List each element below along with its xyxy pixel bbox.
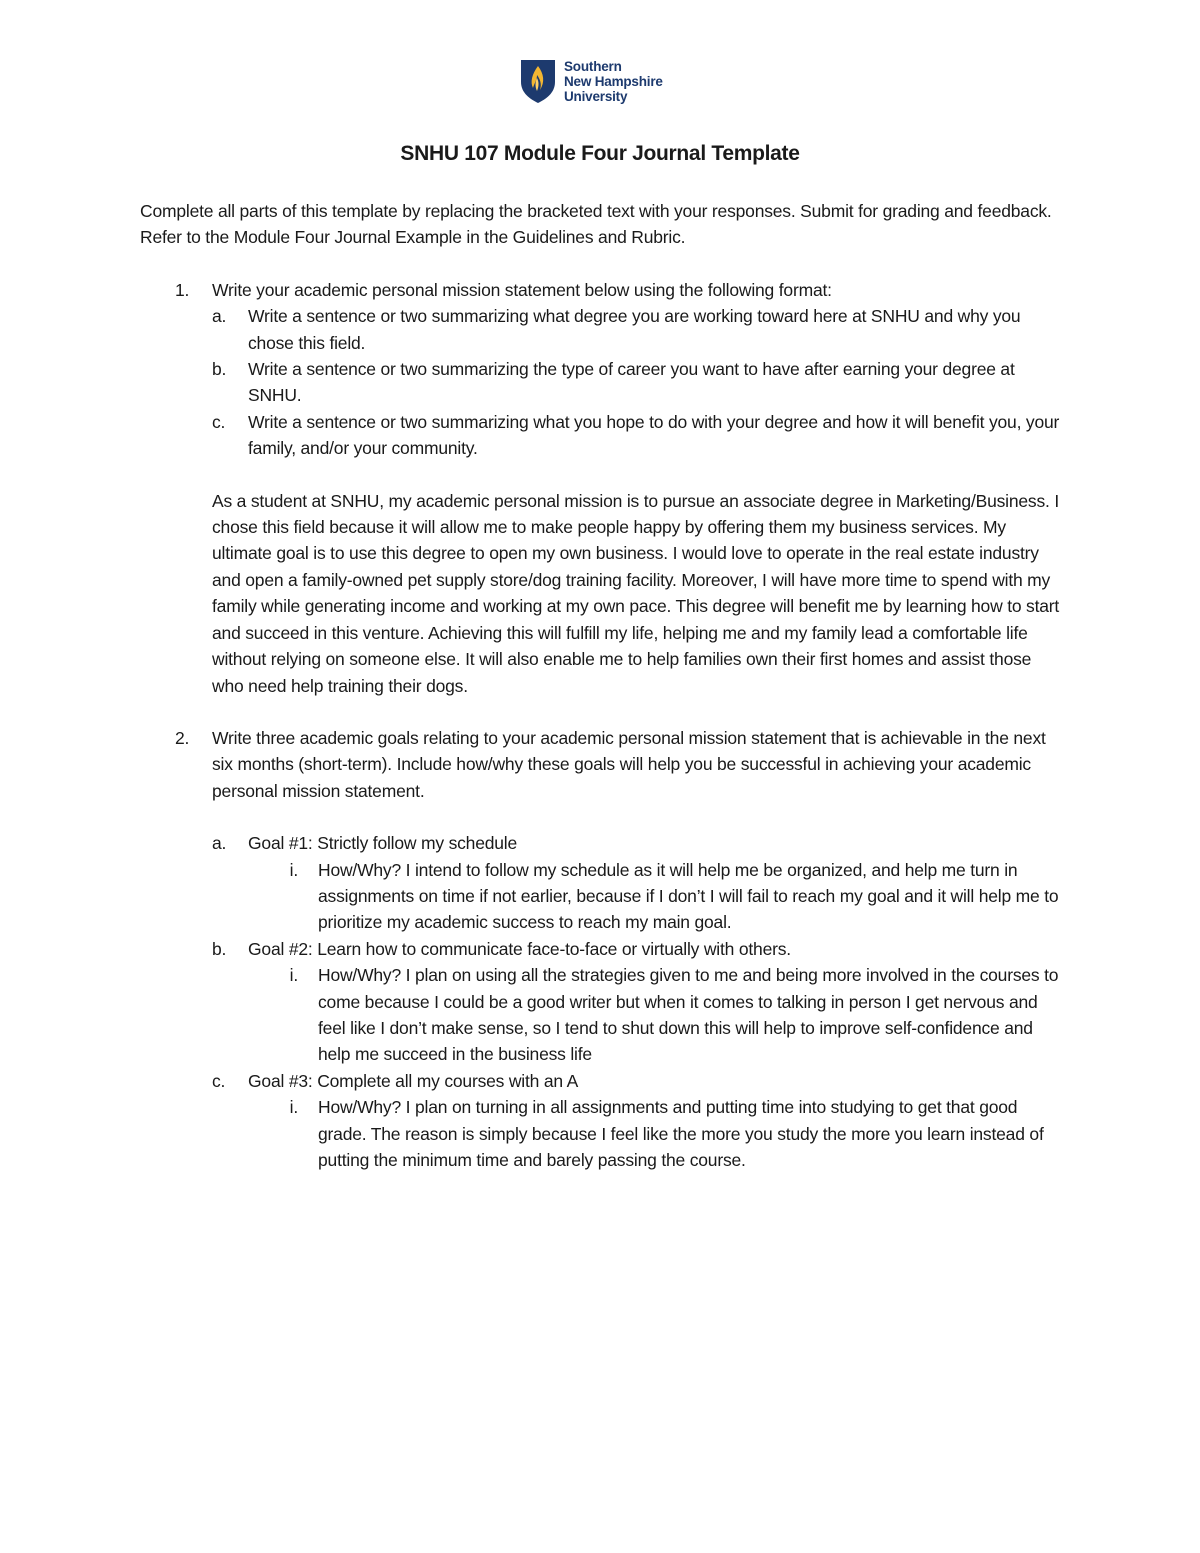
logo-line-2: New Hampshire	[564, 74, 663, 89]
list-marker: b.	[212, 938, 227, 959]
goal-text: Goal #3: Complete all my courses with an A	[248, 1070, 579, 1091]
goal-reason-text: How/Why? I plan on using all the strategies given to me and being more involved in the courses to come because I could be a good writer but when it comes to talking in person I get nervous and feel like I don’t make sense, so I tend to shut down this will help to improve self-confidence and help me succeed in the business life	[318, 965, 1059, 1065]
question-number: 1.	[175, 279, 190, 300]
list-marker: i.	[289, 859, 298, 880]
list-marker: b.	[212, 359, 227, 380]
intro-paragraph: Complete all parts of this template by replacing the bracketed text with your responses. Submit for grading and feedback. Refer to the Module Four Journal Example in the Guidelines and Rubric.	[140, 201, 1052, 248]
spacer	[140, 804, 1065, 830]
logo-line-1: Southern	[564, 59, 622, 74]
document-body	[140, 198, 1065, 1173]
list-marker: c.	[212, 1070, 226, 1091]
question-text: Write three academic goals relating to your academic personal mission statement that is achievable in the next six months (short-term). Include how/why these goals will help you be successful in achieving your academic personal mission statement.	[212, 727, 1046, 801]
list-item-text: Write a sentence or two summarizing the type of career you want to have after earning your degree at SNHU.	[248, 359, 1015, 406]
list-marker: a.	[212, 833, 227, 854]
goal-item	[140, 936, 1065, 962]
logo-wordmark	[564, 58, 663, 104]
list-item	[140, 409, 1065, 462]
question-text: Write your academic personal mission statement below using the following format:	[212, 279, 832, 300]
goal-reason	[140, 962, 1065, 1068]
goal-item	[140, 1068, 1065, 1094]
list-item	[140, 303, 1065, 356]
list-item-text: Write a sentence or two summarizing what degree you are working toward here at SNHU and why you chose this field.	[248, 306, 1021, 353]
question-2	[140, 725, 1065, 804]
list-marker: i.	[289, 1097, 298, 1118]
list-marker: i.	[289, 965, 298, 986]
goal-reason	[140, 1094, 1065, 1173]
goal-reason	[140, 857, 1065, 936]
snhu-logo	[520, 58, 700, 108]
goal-reason-text: How/Why? I intend to follow my schedule as it will help me be organized, and help me turn in assignments on time if not earlier, because if I don’t I will fail to reach my goal and it will help me to prioritize my academic success to reach my main goal.	[318, 859, 1059, 933]
list-marker: c.	[212, 411, 226, 432]
question-1	[140, 277, 1065, 303]
document-title: SNHU 107 Module Four Journal Template	[400, 142, 800, 165]
list-item-text: Write a sentence or two summarizing what you hope to do with your degree and how it will benefit you, your family, and/or your community.	[248, 411, 1060, 459]
logo-line-3: University	[564, 89, 628, 104]
list-marker: a.	[212, 306, 227, 327]
list-item	[140, 356, 1065, 409]
mission-statement-response: As a student at SNHU, my academic personal mission is to pursue an associate degree in Marketing/Business. I chose this field because it will allow me to make people happy by offering them my business services. My ultimate goal is to use this degree to open my own business. I would love to operate in the real estate industry and open a family-owned pet supply store/dog training facility. Moreover, I will have more time to spend with my family while generating income and working at my own pace. This degree will benefit me by learning how to start and succeed in this venture. Achieving this will fulfill my life, helping me and my family lead a comfortable life without relying on someone else. It will also enable me to help families own their first homes and assist those who need help training their dogs.	[212, 490, 1060, 696]
goal-text: Goal #2: Learn how to communicate face-to-face or virtually with others.	[248, 938, 791, 959]
goal-reason-text: How/Why? I plan on turning in all assignments and putting time into studying to get that good grade. The reason is simply because I feel like the more you study the more you learn instead of putting the minimum time and barely passing the course.	[318, 1097, 1044, 1170]
snhu-shield-icon	[520, 58, 556, 104]
goal-item	[140, 830, 1065, 856]
question-number: 2.	[175, 727, 190, 748]
goal-text: Goal #1: Strictly follow my schedule	[248, 833, 518, 854]
